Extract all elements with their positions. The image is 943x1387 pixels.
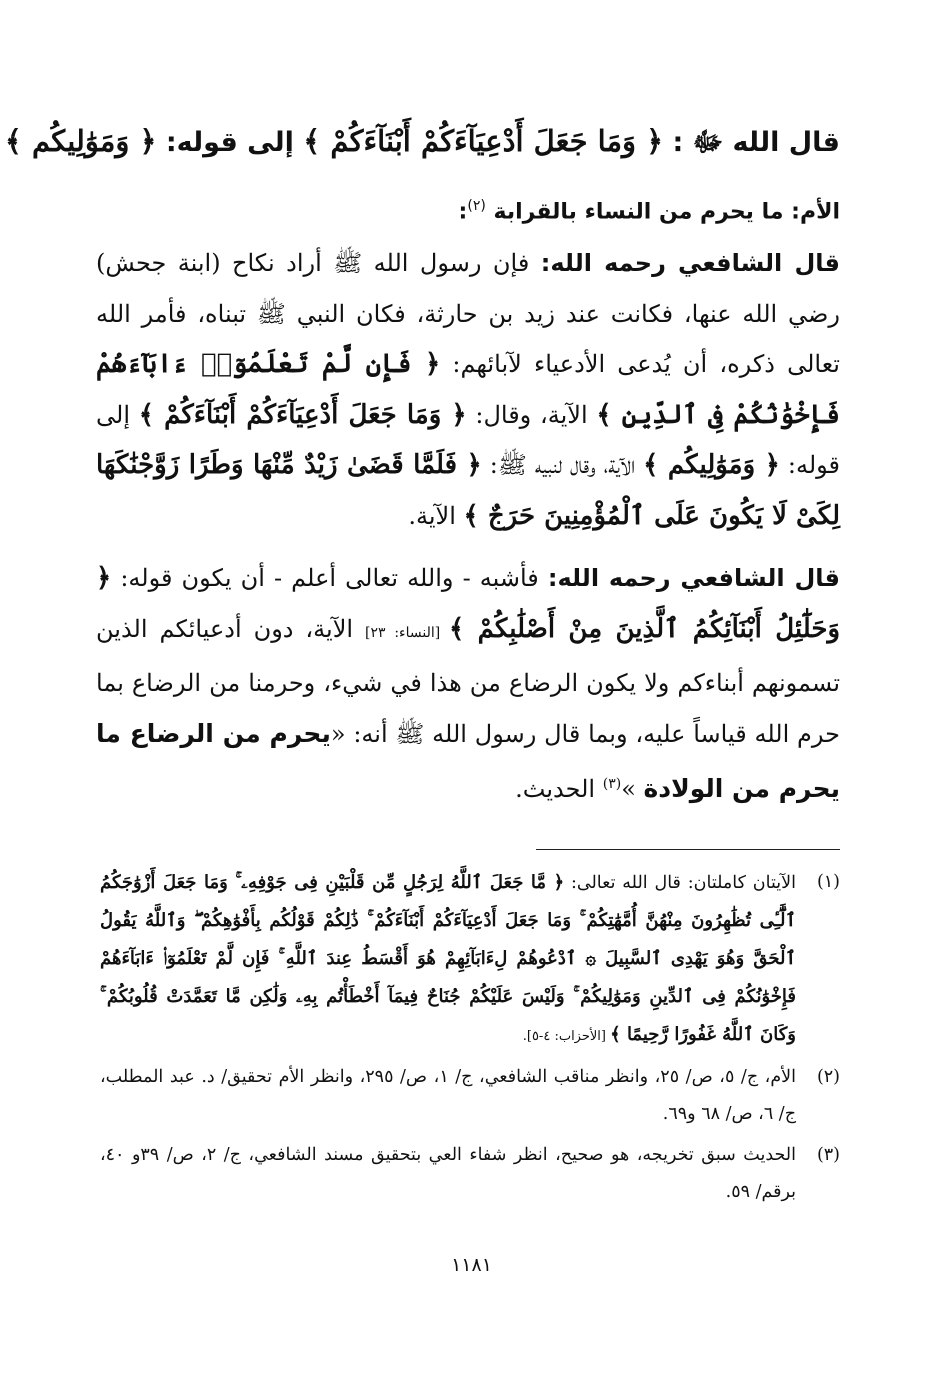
footnote-marker-3: (٣) <box>602 776 622 793</box>
paragraph-2-text-3: » <box>621 775 644 804</box>
paragraph-1-text-3: إلى قوله: <box>96 400 840 480</box>
footnote-2 <box>100 1059 840 1133</box>
section-subheading <box>96 186 840 232</box>
footnote-1-text <box>100 864 796 1055</box>
paragraph-2-quran-1: ﴿ وَحَلَٰٓئِلُ أَبْنَآئِكُمُ ٱلَّذِينَ مِنْ أَصْلَٰبِكُمْ ﴾ <box>96 563 841 644</box>
paragraph-2-text-1: فأشبه - والله تعالى أعلم - أن يكون قوله: <box>111 564 548 593</box>
paragraph-2-hadith: يحرم من الرضاع ما يحرم من الولادة <box>96 718 840 804</box>
page-number: ١١٨١ <box>451 1254 492 1276</box>
footnote-marker-2: (٢) <box>467 198 486 214</box>
footnote-separator <box>536 849 840 850</box>
paragraph-2-text-2: الآية، دون أدعيائكم الذين تسمونهم أبناءكم ولا يكون الرضاع من هذا في شيء، وحرمنا من الرضاع بما حرم الله قياساً عليه، وبما قال رسول الله ﷺ أنه: « <box>96 614 840 748</box>
paragraph-2 <box>96 553 840 815</box>
subheading-suffix: : <box>458 199 468 225</box>
paragraph-1-quran-1: ﴿ فَإِن لَّمْ تَعْلَمُوٓا۟ ءَابَآءَهُمْ فَإِخْوَٰنُكُمْ فِى ٱلدِّينِ ﴾ <box>96 349 840 430</box>
footnote-3 <box>100 1137 840 1211</box>
paragraph-1-quran-4: ﴿ فَلَمَّا قَضَىٰ زَيْدٌ مِّنْهَا وَطَرًا زَوَّجْنَٰكَهَا لِكَىْ لَا يَكُونَ عَلَى ٱلْمُؤْمِنِينَ حَرَجٌ ﴾ <box>96 450 840 531</box>
footnote-1-quran: ﴿ مَّا جَعَلَ ٱللَّهُ لِرَجُلٍ مِّن قَلْبَيْنِ فِى جَوْفِهِۦ ۚ وَمَا جَعَلَ أَزْوَٰجَكُمُ ٱلَّٰٓـِٔى تُظَٰهِرُونَ مِنْهُنَّ أُمَّهَٰتِكُمْ ۚ وَمَا جَعَلَ أَدْعِيَآءَكُمْ أَبْنَآءَكُمْ ۚ ذَٰلِكُمْ قَوْلُكُم بِأَفْوَٰهِكُمْ ۖ وَٱللَّهُ يَقُولُ ٱلْحَقَّ وَهُوَ يَهْدِى ٱلسَّبِيلَ ۞ ٱدْعُوهُمْ لِءَابَآئِهِمْ هُوَ أَقْسَطُ عِندَ ٱللَّهِ ۚ فَإِن لَّمْ تَعْلَمُوٓا۟ ءَابَآءَهُمْ فَإِخْوَٰنُكُمْ فِى ٱلدِّينِ وَمَوَٰلِيكُمْ ۚ وَلَيْسَ عَلَيْكُمْ جُنَاحٌ فِيمَآ أَخْطَأْتُم بِهِۦ وَلَٰكِن مَّا تَعَمَّدَتْ قُلُوبُكُمْ ۚ وَكَانَ ٱللَّهُ غَفُورًا رَّحِيمًا ﴾ <box>100 872 796 1045</box>
paragraph-2-text-4: الحديث. <box>515 775 603 804</box>
paragraph-1-text-2: الآية، وقال: <box>466 400 597 429</box>
footnote-2-text: الأم، ج/ ٥، ص/ ٢٥، وانظر مناقب الشافعي، ج/ ١، ص/ ٢٩٥، وانظر الأم تحقيق/ د. عبد المطلب، ج/ ٦، ص/ ٦٨ و٦٩. <box>100 1067 797 1124</box>
paragraph-1-quran-3: ﴿ وَمَوَٰلِيكُم ﴾ <box>643 450 780 481</box>
subheading-text: الأم: ما يحرم من النساء بالقرابة <box>493 199 840 225</box>
paragraph-1-quran-2: ﴿ وَمَا جَعَلَ أَدْعِيَآءَكُمْ أَبْنَآءَكُمْ ﴾ <box>138 399 467 430</box>
footnote-1-number: (١) <box>816 872 840 892</box>
heading-ayah-1: ﴿ وَمَا جَعَلَ أَدْعِيَآءَكُمْ أَبْنَآءَكُمْ ﴾ <box>303 124 664 158</box>
paragraph-1-text-1: فإن رسول الله ﷺ أراد نكاح (ابنة جحش) رضي الله عنها، فكانت عند زيد بن حارثة، فكان النبي ﷺ تبناه، فأمر الله تعالى ذكره، أن يُدعى الأدعياء لآبائهم: <box>96 249 840 379</box>
footnotes <box>100 864 840 1215</box>
paragraph-2-lead: قال الشافعي رحمه الله: <box>547 564 840 593</box>
footnote-3-number: (٣) <box>816 1145 840 1165</box>
heading-prefix: قال الله ﷻ : <box>663 127 840 158</box>
paragraph-1 <box>96 238 840 541</box>
heading-middle: إلى قوله: <box>156 127 304 158</box>
footnote-1 <box>100 864 840 1055</box>
footnote-3-text: الحديث سبق تخريجه، هو صحيح، انظر شفاء العي بتحقيق مسند الشافعي، ج/ ٢، ص/ ٣٩و ٤٠، برقم/ ٥٩. <box>100 1145 796 1202</box>
footnote-1-intro: الآيتان كاملتان: قال الله تعالى: <box>564 873 796 893</box>
footnote-1-surah-ref: [الأحزاب: ٤-٥]. <box>522 1029 611 1044</box>
paragraph-1-text-5: الآية. <box>408 501 464 530</box>
paragraph-1-lead: قال الشافعي رحمه الله: <box>540 249 840 278</box>
heading-ayah-2: ﴿ وَمَوَٰلِيكُم ﴾ <box>4 124 157 158</box>
paragraph-1-text-4: الآية، وقال لنبيه ﷺ: <box>481 451 644 480</box>
paragraph-2-surah-ref: [النساء: ٢٣] <box>365 624 450 641</box>
verse-heading <box>4 110 840 170</box>
footnote-2-number: (٢) <box>816 1067 840 1087</box>
